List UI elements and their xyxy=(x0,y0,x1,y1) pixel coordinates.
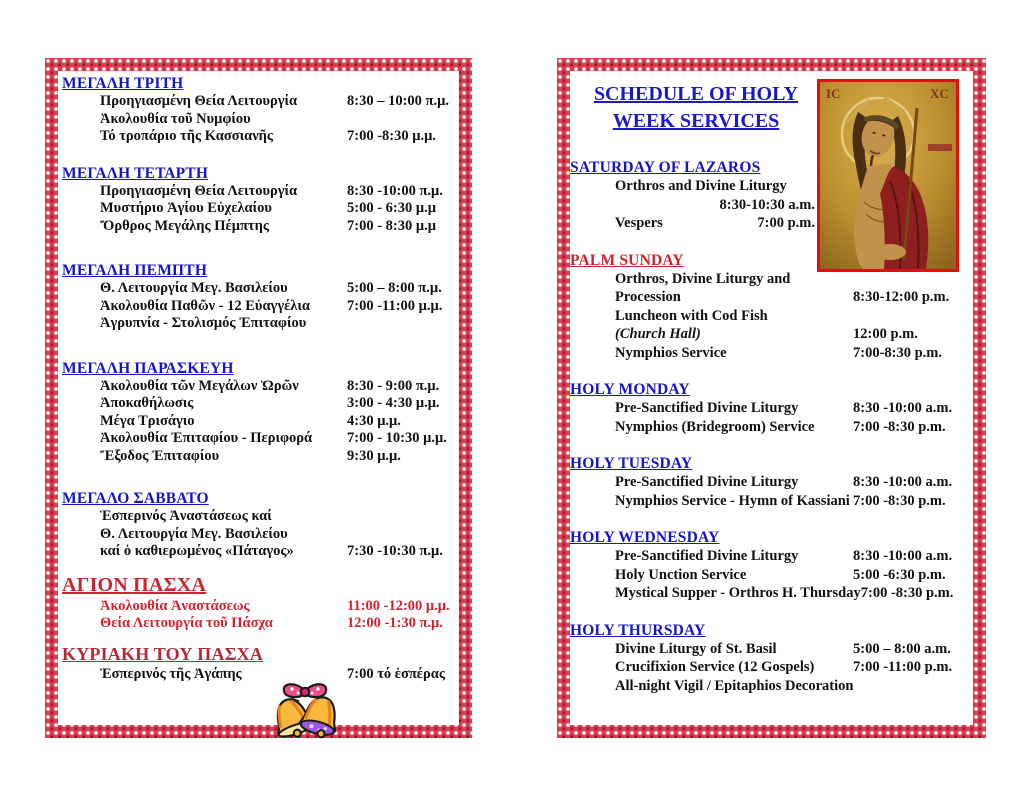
service-time: 7:30 -10:30 π.μ. xyxy=(347,543,443,559)
service-name: Pre-Sanctified Divine Liturgy xyxy=(615,400,799,416)
service-row xyxy=(570,473,967,492)
service-time: 7:00 - 8:30 μ.μ xyxy=(347,217,436,234)
service-time: 7:00-8:30 p.m. xyxy=(853,344,943,361)
service-row xyxy=(62,413,447,431)
service-time: 7:00 p.m. xyxy=(757,215,815,231)
day-heading: HOLY TUESDAY xyxy=(570,455,693,472)
day-heading: ΚΥΡΙΑΚΗ ΤΟΥ ΠΑΣΧΑ xyxy=(62,643,264,664)
service-row xyxy=(62,615,447,633)
greek-page-body xyxy=(58,71,459,725)
day-heading: SATURDAY OF LAZAROS xyxy=(570,159,761,176)
service-row xyxy=(570,677,967,696)
service-name: Προηγιασμένη Θεία Λειτουργία xyxy=(100,182,298,199)
service-row xyxy=(570,307,967,326)
section-holy-wednesday xyxy=(570,528,967,603)
service-name: (Church Hall) xyxy=(615,326,701,342)
day-heading: ΜΕΓΑΛΗ ΤΕΤΑΡΤΗ xyxy=(62,164,209,182)
service-name: Τό τροπάριο τῆς Κασσιανῆς xyxy=(100,128,274,144)
service-time: 8:30 -10:00 a.m. xyxy=(853,474,953,490)
service-time: 7:00 -8:30 μ.μ. xyxy=(347,128,436,144)
service-name: Ἀκολουθία τῶν Μεγάλων Ὡρῶν xyxy=(100,377,299,394)
section-holy-thursday xyxy=(570,621,967,696)
service-name: Θ. Λειτουργία Μεγ. Βασιλείου xyxy=(100,280,288,296)
page-title-line1: SCHEDULE OF HOLY xyxy=(593,83,799,105)
service-name: Nymphios Service - Hymn of Kassiani xyxy=(615,492,850,509)
icon-xc-inscription: XC xyxy=(930,86,949,101)
service-name: Nymphios (Bridegroom) Service xyxy=(615,418,815,435)
service-row xyxy=(570,492,967,511)
service-row xyxy=(570,288,967,307)
service-row xyxy=(570,640,967,659)
service-row xyxy=(62,280,447,298)
service-name: Orthros, Divine Liturgy and xyxy=(615,270,791,287)
service-row xyxy=(570,658,967,677)
service-time: 8:30-10:30 a.m. xyxy=(719,196,815,213)
service-row xyxy=(62,200,447,218)
service-row xyxy=(62,93,447,111)
service-row xyxy=(570,270,967,289)
service-time: 8:30 - 9:00 π.μ. xyxy=(347,377,440,394)
day-heading: ΜΕΓΑΛΗ ΠΑΡΑΣΚΕΥΗ xyxy=(62,359,234,377)
service-name: Mystical Supper - Orthros H. Thursday xyxy=(615,585,861,601)
service-time: 7:00 τό ἑσπέρας xyxy=(347,665,445,682)
service-time: 8:30 -10:00 a.m. xyxy=(853,400,953,416)
page-title xyxy=(570,81,822,135)
service-name: Ἀγρυπνία - Στολισμός Ἐπιταφίου xyxy=(100,315,307,331)
day-heading: HOLY MONDAY xyxy=(570,381,690,398)
easter-bells-image xyxy=(262,677,348,743)
service-name: Crucifixion Service (12 Gospels) xyxy=(615,659,815,675)
service-name: Ἑσπερινός τῆς Ἀγάπης xyxy=(100,665,242,682)
day-heading: ΑΓΙΟΝ ΠΑΣΧΑ xyxy=(62,573,207,596)
service-name: Nymphios Service xyxy=(615,344,727,361)
section-agion-pascha xyxy=(62,573,450,633)
service-time: 7:00 -8:30 p.m. xyxy=(860,585,954,601)
service-row xyxy=(62,666,447,684)
service-row xyxy=(62,448,447,466)
service-row xyxy=(570,177,815,196)
day-heading: HOLY WEDNESDAY xyxy=(570,529,720,546)
service-name: καί ὁ καθιερωμένος «Πάταγος» xyxy=(100,543,294,559)
section-megalo-savvato xyxy=(62,489,447,561)
service-name: Procession xyxy=(615,289,681,305)
service-row xyxy=(570,196,815,215)
service-name: Luncheon with Cod Fish xyxy=(615,307,768,324)
service-row xyxy=(62,298,447,316)
service-name: Pre-Sanctified Divine Liturgy xyxy=(615,474,799,490)
service-name: All-night Vigil / Epitaphios Decoration xyxy=(615,677,854,694)
service-row xyxy=(62,430,447,448)
service-row xyxy=(62,218,447,236)
service-row xyxy=(62,183,447,201)
service-name: Ἀκολουθία Ἀναστάσεως xyxy=(100,597,250,614)
service-row xyxy=(62,543,447,561)
service-row xyxy=(570,344,967,363)
section-megali-pempti xyxy=(62,261,447,333)
service-name: Ἀποκαθήλωσις xyxy=(100,395,194,411)
service-name: Θ. Λειτουργία Μεγ. Βασιλείου xyxy=(100,525,288,542)
day-heading: ΜΕΓΑΛΗ ΠΕΜΠΤΗ xyxy=(62,262,208,279)
service-time: 4:30 μ.μ. xyxy=(347,412,401,429)
service-name: Προηγιασμένη Θεία Λειτουργία xyxy=(100,93,298,109)
service-name: Orthros and Divine Liturgy xyxy=(615,178,787,194)
page-title-line2: WEEK SERVICES xyxy=(612,110,780,132)
service-time: 3:00 - 4:30 μ.μ. xyxy=(347,395,440,411)
service-time: 5:00 - 6:30 μ.μ xyxy=(347,200,436,216)
service-time: 9:30 μ.μ. xyxy=(347,447,401,464)
service-name: Pre-Sanctified Divine Liturgy xyxy=(615,548,799,564)
service-row xyxy=(570,325,967,344)
day-heading: ΜΕΓΑΛΟ ΣΑΒΒΑΤΟ xyxy=(62,490,209,507)
service-name: Μυστήριο Ἁγίου Εὐχελαίου xyxy=(100,200,272,216)
service-time: 8:30-12:00 p.m. xyxy=(853,289,950,305)
section-megali-paraskevi xyxy=(62,359,447,466)
service-name: Ἑσπερινός Ἀναστάσεως καί xyxy=(100,508,272,524)
service-row xyxy=(570,566,967,585)
service-row xyxy=(62,508,447,526)
service-row xyxy=(570,547,967,566)
christ-bridegroom-icon-image xyxy=(817,79,959,272)
english-schedule-page xyxy=(557,58,986,738)
service-row xyxy=(570,584,967,603)
service-name: Holy Unction Service xyxy=(615,566,747,583)
section-megali-triti xyxy=(62,74,447,146)
service-row xyxy=(62,111,447,129)
service-name: Μέγα Τρισάγιο xyxy=(100,412,195,429)
service-row xyxy=(570,418,967,437)
service-time: 7:00 -8:30 p.m. xyxy=(853,418,946,435)
service-row xyxy=(62,597,450,616)
service-time: 8:30 -10:00 a.m. xyxy=(853,548,953,564)
service-name: Divine Liturgy of St. Basil xyxy=(615,640,777,657)
service-row xyxy=(62,378,447,396)
service-time: 8:30 -10:00 π.μ. xyxy=(347,182,443,199)
service-row xyxy=(62,526,447,544)
section-megali-tetarti xyxy=(62,164,447,236)
section-kyriaki-tou-pascha xyxy=(62,643,447,684)
service-time: 12:00 p.m. xyxy=(853,326,918,342)
service-time: 7:00 - 10:30 μ.μ. xyxy=(347,430,447,446)
day-heading: HOLY THURSDAY xyxy=(570,621,706,639)
service-time: 12:00 -1:30 π.μ. xyxy=(347,615,443,631)
service-time: 7:00 -11:00 p.m. xyxy=(853,659,953,675)
service-row xyxy=(570,214,815,233)
greek-schedule-page xyxy=(45,58,472,738)
service-name: Ἔξοδος Ἐπιταφίου xyxy=(100,447,220,464)
english-page-body xyxy=(570,71,973,725)
service-row xyxy=(62,395,447,413)
service-time: 5:00 – 8:00 π.μ. xyxy=(347,280,442,296)
service-time: 7:00 -8:30 p.m. xyxy=(853,492,946,509)
service-row xyxy=(570,399,967,418)
day-heading: ΜΕΓΑΛΗ ΤΡΙΤΗ xyxy=(62,75,184,92)
section-holy-tuesday xyxy=(570,454,967,510)
service-name: Ἀκολουθία Παθῶν - 12 Εὐαγγέλια xyxy=(100,297,311,314)
service-time: 11:00 -12:00 μ.μ. xyxy=(347,597,450,614)
service-name: Ἀκολουθία τοῦ Νυμφίου xyxy=(100,110,251,127)
section-holy-monday xyxy=(570,380,967,436)
service-time: 7:00 -11:00 μ.μ. xyxy=(347,297,443,314)
service-row xyxy=(62,315,447,333)
icon-ic-inscription: IC xyxy=(826,86,841,101)
day-heading: PALM SUNDAY xyxy=(570,251,684,269)
service-name: Ὄρθρος Μεγάλης Πέμπτης xyxy=(100,217,269,234)
service-time: 5:00 – 8:00 a.m. xyxy=(853,640,951,657)
service-time: 8:30 – 10:00 π.μ. xyxy=(347,93,449,109)
service-time: 5:00 -6:30 p.m. xyxy=(853,566,946,583)
service-name: Θεία Λειτουργία τοῦ Πάσχα xyxy=(100,615,273,631)
service-name: Vespers xyxy=(615,215,663,231)
service-name: Ἀκολουθία Ἐπιταφίου - Περιφορά xyxy=(100,430,313,446)
service-row xyxy=(62,128,447,146)
